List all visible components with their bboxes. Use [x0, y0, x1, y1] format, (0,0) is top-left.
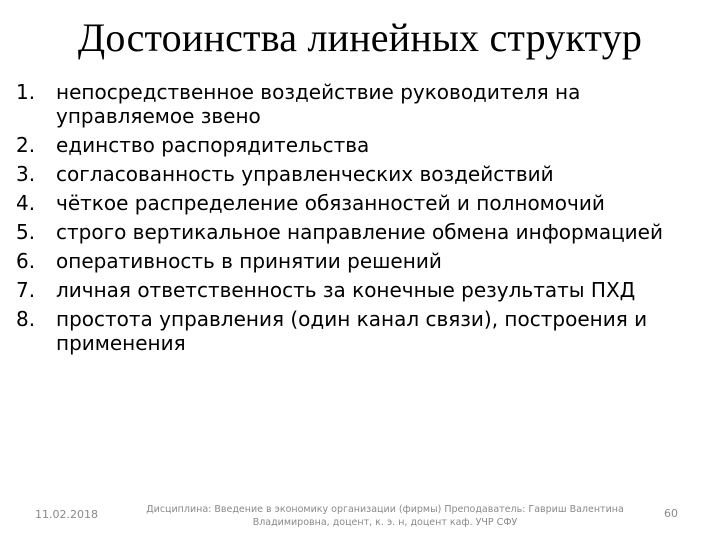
list-item-number: 5.	[16, 220, 36, 244]
list-item	[16, 307, 706, 355]
list-item	[16, 220, 706, 244]
list-item-text: единство распорядительства	[56, 133, 370, 157]
list-item-text: оперативность в принятии решений	[56, 249, 442, 273]
footer-course-info: Дисциплина: Введение в экономику организации (фирмы) Преподаватель: Гавриш Валентина Владимировна, доцент, к. э. н, доцент каф. УЧР СФУ	[146, 504, 624, 528]
slide-title: Достоинства линейных структур	[77, 15, 643, 60]
list-item-number: 4.	[16, 191, 36, 215]
slide-page-number: 60	[664, 507, 678, 520]
list-item-text: согласованность управленческих воздействий	[56, 162, 554, 186]
list-item-number: 7.	[16, 278, 36, 302]
list-item-text: строго вертикальное направление обмена информацией	[56, 220, 663, 244]
list-item	[16, 278, 706, 302]
list-item-number: 3.	[16, 162, 36, 186]
list-item-text: простота управления (один канал связи), построения и применения	[56, 307, 648, 355]
footer-date: 11.02.2018	[35, 508, 98, 521]
list-item-text: чёткое распределение обязанностей и полномочий	[56, 191, 605, 215]
list-item-number: 2.	[16, 133, 36, 157]
list-item	[16, 162, 706, 186]
list-item-number: 1.	[16, 80, 36, 104]
list-item	[16, 191, 706, 215]
advantages-list	[16, 80, 706, 360]
list-item-number: 6.	[16, 249, 36, 273]
list-item	[16, 249, 706, 273]
list-item	[16, 80, 706, 128]
list-item	[16, 133, 706, 157]
list-item-text: непосредственное воздействие руководителя на управляемое звено	[56, 80, 581, 128]
list-item-text: личная ответственность за конечные результаты ПХД	[56, 278, 636, 302]
list-item-number: 8.	[16, 307, 36, 331]
